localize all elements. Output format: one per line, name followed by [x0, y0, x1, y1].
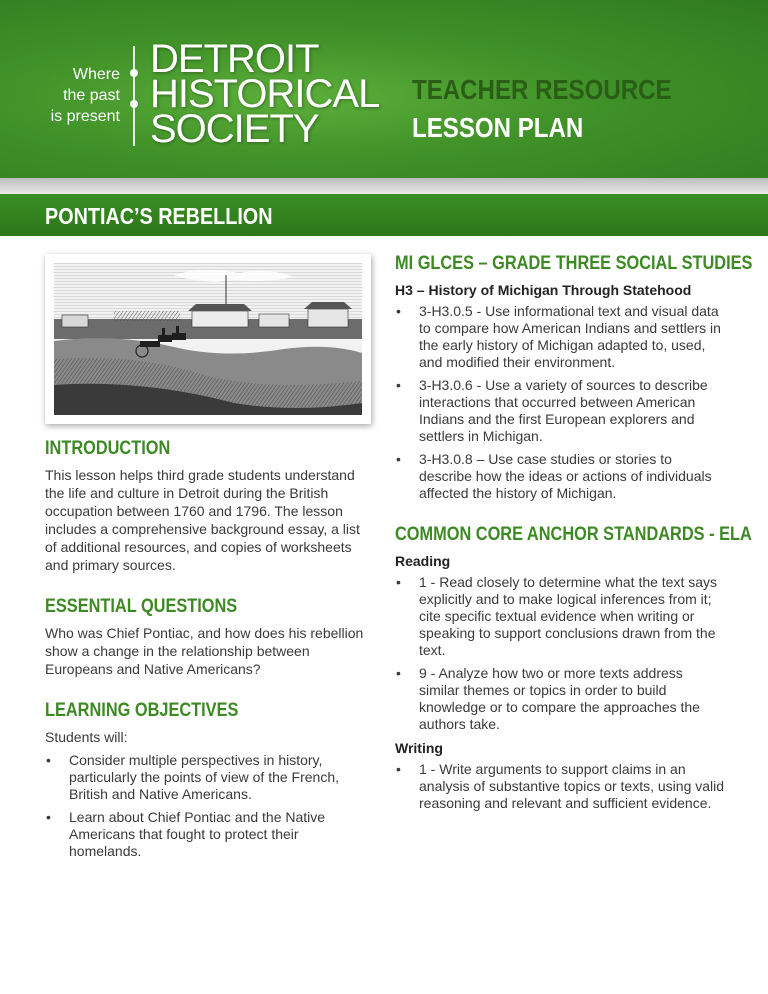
essential-questions-heading: ESSENTIAL QUESTIONS — [45, 596, 238, 617]
divider-dot — [130, 69, 138, 77]
org-logo — [150, 37, 380, 151]
introduction-text: This lesson helps third grade students understand the life and culture in Detroit during the British occupation between 1760 and 1796. The lesson includes a comprehensive background essay, a list of additional resources, and copies of worksheets and primary sources. — [45, 467, 360, 573]
title-banner — [0, 194, 768, 236]
list-item: • 3-H3.0.5 - Use informational text and visual data to compare how American Indians and settlers in the early history of Michigan adapted to, used, and modified their environment. — [395, 303, 725, 371]
right-column — [395, 253, 753, 818]
mi-glces-heading: MI GLCES – GRADE THREE SOCIAL STUDIES — [395, 253, 753, 274]
list-item: • 9 - Analyze how two or more texts address similar themes or topics in order to build knowledge or to compare the approaches the authors take. — [395, 665, 725, 733]
tagline-line-1: Where — [72, 66, 120, 83]
writing-label: Writing — [395, 740, 443, 756]
org-name-line-3: SOCIETY — [150, 107, 319, 151]
list-item: • 3-H3.0.6 - Use a variety of sources to describe interactions that occurred between American Indians and the first European explorers and settlers in Michigan. — [395, 377, 725, 445]
mi-glces-list — [395, 303, 725, 502]
common-core-heading: COMMON CORE ANCHOR STANDARDS - ELA — [395, 524, 752, 545]
tagline — [51, 64, 120, 127]
list-item: • 3-H3.0.8 – Use case studies or stories to describe how the ideas or actions of individuals affected the history of Michigan. — [395, 451, 725, 502]
list-item: • Learn about Chief Pontiac and the Native Americans that fought to protect their homelands. — [45, 809, 367, 860]
logo-divider — [133, 46, 135, 146]
org-name-line-2: HISTORICAL — [150, 72, 380, 116]
mi-glces-subheading: H3 – History of Michigan Through Statehood — [395, 282, 692, 298]
writing-standards-list — [395, 761, 725, 812]
lesson-title: PONTIAC’S REBELLION — [45, 203, 273, 229]
list-item: • 1 - Read closely to determine what the text says explicitly and to make logical inferences from it; cite specific textual evidence when writing or speaking to support conclusions drawn from the text. — [395, 574, 725, 659]
reading-standards-list — [395, 574, 725, 733]
learning-objectives-intro: Students will: — [45, 729, 128, 745]
learning-objectives-heading: LEARNING OBJECTIVES — [45, 700, 239, 721]
resource-subtype: LESSON PLAN — [412, 112, 584, 143]
introduction-heading: INTRODUCTION — [45, 438, 171, 459]
divider-dot — [130, 100, 138, 108]
historical-illustration — [45, 254, 371, 424]
org-name-line-1: DETROIT — [150, 37, 319, 81]
left-column — [45, 438, 367, 866]
fort-engraving-image — [54, 263, 362, 415]
page-header — [0, 0, 768, 178]
reading-label: Reading — [395, 553, 451, 569]
list-item: • Consider multiple perspectives in history, particularly the points of view of the French, British and Native Americans. — [45, 752, 367, 803]
resource-type: TEACHER RESOURCE — [412, 74, 672, 105]
essential-questions-text: Who was Chief Pontiac, and how does his rebellion show a change in the relationship between Europeans and Native Americans? — [45, 625, 364, 677]
list-item: • 1 - Write arguments to support claims in an analysis of substantive topics or texts, using valid reasoning and relevant and sufficient evidence. — [395, 761, 725, 812]
tagline-line-2: the past — [63, 87, 120, 104]
learning-objectives-list — [45, 752, 367, 860]
header-separator — [0, 178, 768, 194]
tagline-line-3: is present — [50, 108, 120, 125]
